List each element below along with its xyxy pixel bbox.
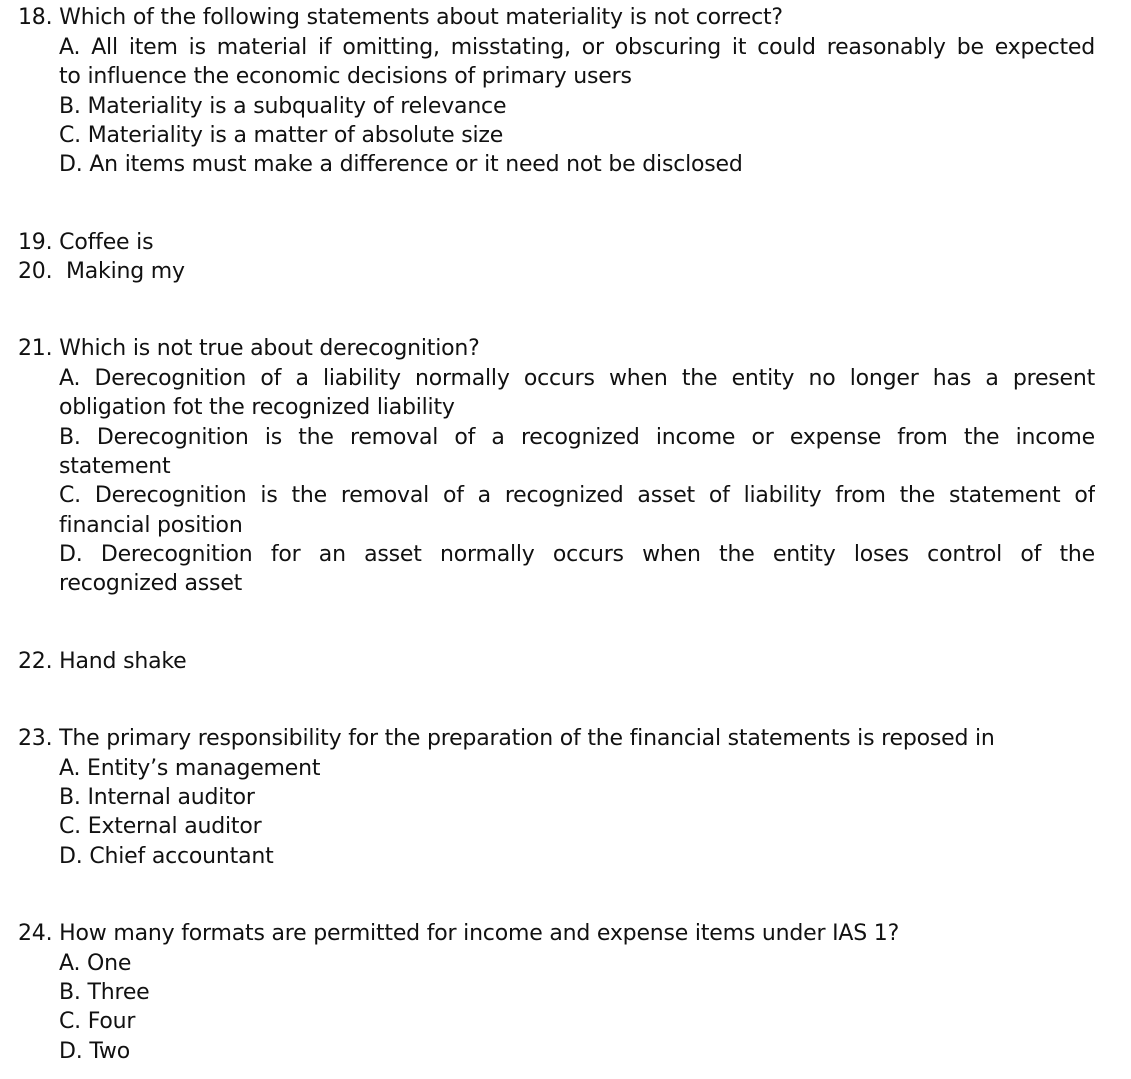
- question-21-option-c-line-2: financial position: [59, 513, 243, 538]
- question-23-option-c: C. External auditor: [59, 814, 262, 839]
- question-24-option-c: C. Four: [59, 1009, 136, 1034]
- question-21-option-a-line-2: obligation fot the recognized liability: [59, 395, 455, 420]
- question-21-option-c-line-1: C. Derecognition is the removal of a recognized asset of liability from the statement of: [59, 483, 1095, 508]
- question-23-option-b: B. Internal auditor: [59, 785, 255, 810]
- question-23-option-d: D. Chief accountant: [59, 844, 274, 869]
- question-21-option-d-line-1: D. Derecognition for an asset normally occurs when the entity loses control of the: [59, 542, 1095, 567]
- question-22-stem: 22. Hand shake: [18, 649, 187, 674]
- question-23-option-a: A. Entity’s management: [59, 756, 321, 781]
- question-19-stem: 19. Coffee is: [18, 230, 154, 255]
- question-18-option-d: D. An items must make a difference or it need not be disclosed: [59, 152, 743, 177]
- question-20-stem: 20. Making my: [18, 259, 185, 284]
- question-21-option-d-line-2: recognized asset: [59, 571, 243, 596]
- question-18-option-a-line-1: A. All item is material if omitting, misstating, or obscuring it could reasonably be expected: [59, 35, 1095, 60]
- question-24-option-d: D. Two: [59, 1039, 130, 1064]
- question-21-option-a-line-1: A. Derecognition of a liability normally occurs when the entity no longer has a present: [59, 366, 1095, 391]
- question-21-option-b-line-1: B. Derecognition is the removal of a recognized income or expense from the income: [59, 425, 1095, 450]
- question-18-option-b: B. Materiality is a subquality of relevance: [59, 94, 507, 119]
- question-18-option-a-line-2: to influence the economic decisions of primary users: [59, 64, 632, 89]
- question-18-option-c: C. Materiality is a matter of absolute size: [59, 123, 504, 148]
- question-24-stem: 24. How many formats are permitted for income and expense items under IAS 1?: [18, 921, 900, 946]
- question-21-stem: 21. Which is not true about derecognition?: [18, 336, 480, 361]
- question-18-stem: 18. Which of the following statements about materiality is not correct?: [18, 5, 783, 30]
- question-24-option-a: A. One: [59, 951, 132, 976]
- question-23-stem: 23. The primary responsibility for the preparation of the financial statements is reposed in: [18, 726, 995, 751]
- question-24-option-b: B. Three: [59, 980, 150, 1005]
- question-21-option-b-line-2: statement: [59, 454, 171, 479]
